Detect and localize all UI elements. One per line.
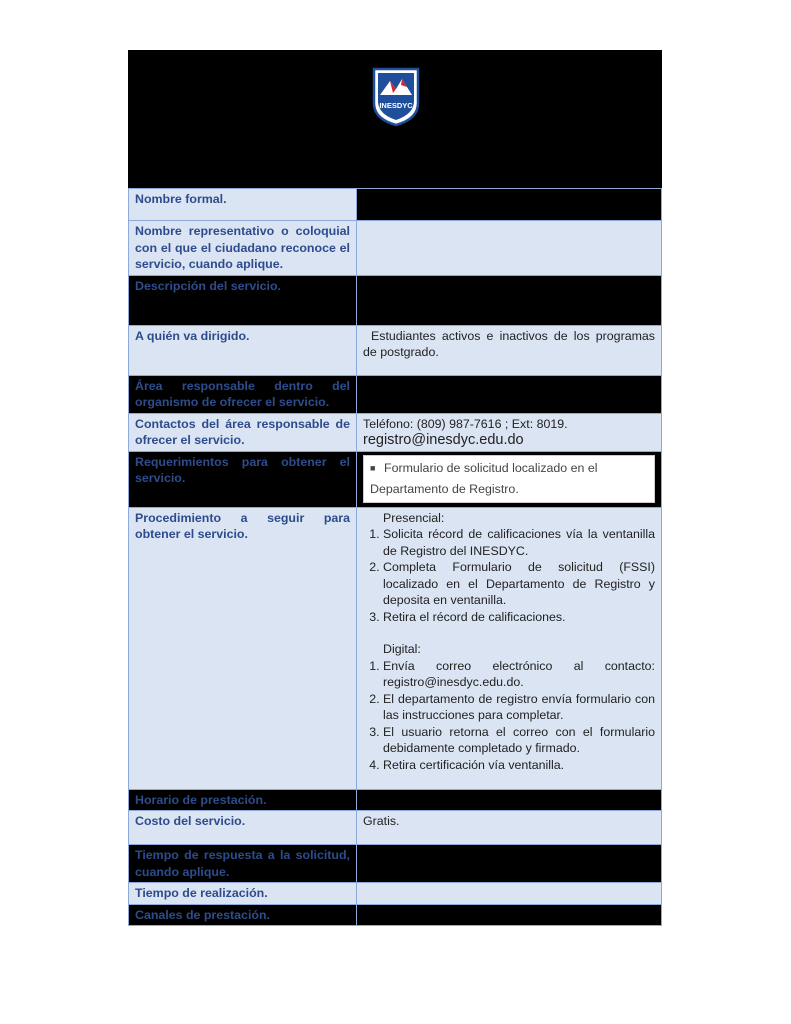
- label-nombre-formal: Nombre formal.: [129, 189, 357, 221]
- row-dirigido: [129, 325, 662, 375]
- row-nombre-formal: [129, 189, 662, 221]
- row-costo: [129, 811, 662, 845]
- value-tiempo-realizacion: [357, 883, 662, 905]
- value-nombre-formal: [357, 189, 662, 221]
- list-item: 4. Retira certificación vía ventanilla.: [383, 757, 655, 774]
- header-banner: [128, 50, 662, 188]
- inesdyc-logo: [371, 67, 421, 127]
- bullet-icon: ■: [370, 462, 376, 473]
- digital-list: [363, 658, 655, 774]
- row-contactos: [129, 413, 662, 451]
- row-area: [129, 375, 662, 413]
- service-table: [128, 188, 662, 926]
- value-horario: [357, 789, 662, 811]
- row-procedimiento: [129, 507, 662, 789]
- list-item: 1. Solicita récord de calificaciones vía la ventanilla de Registro del INESDYC.: [383, 526, 655, 559]
- label-tiempo-respuesta: Tiempo de respuesta a la solicitud, cuando aplique.: [129, 845, 357, 883]
- list-item: 1. Envía correo electrónico al contacto: registro@inesdyc.edu.do.: [383, 658, 655, 691]
- value-canales: [357, 904, 662, 926]
- costo-text: Gratis.: [363, 814, 400, 828]
- contact-phone: Teléfono: (809) 987-7616 ; Ext: 8019.: [363, 416, 568, 431]
- label-costo: Costo del servicio.: [129, 811, 357, 845]
- row-descripcion: [129, 275, 662, 325]
- requirement-text: Formulario de solicitud localizado en el Departamento de Registro.: [370, 460, 598, 496]
- value-contactos: [357, 413, 662, 451]
- label-horario: Horario de prestación.: [129, 789, 357, 811]
- row-tiempo-respuesta: [129, 845, 662, 883]
- value-nombre-coloquial: [357, 221, 662, 276]
- list-item: 2. El departamento de registro envía formulario con las instrucciones para completar.: [383, 691, 655, 724]
- row-horario: [129, 789, 662, 811]
- label-contactos: Contactos del área responsable de ofrecer el servicio.: [129, 413, 357, 451]
- value-dirigido: [357, 325, 662, 375]
- presencial-list: [363, 526, 655, 625]
- label-dirigido: A quién va dirigido.: [129, 325, 357, 375]
- label-canales: Canales de prestación.: [129, 904, 357, 926]
- presencial-title: Presencial:: [383, 510, 445, 525]
- label-requerimientos: Requerimientos para obtener el servicio.: [129, 451, 357, 507]
- label-nombre-coloquial: Nombre representativo o coloquial con el que el ciudadano reconoce el servicio, cuando aplique.: [129, 221, 357, 276]
- value-descripcion: [357, 275, 662, 325]
- value-area: [357, 375, 662, 413]
- digital-title: Digital:: [383, 642, 421, 656]
- value-requerimientos: [357, 451, 662, 507]
- row-requerimientos: [129, 451, 662, 507]
- svg-text:INESDYC: INESDYC: [379, 101, 413, 110]
- label-tiempo-realizacion: Tiempo de realización.: [129, 883, 357, 905]
- list-item: 2. Completa Formulario de solicitud (FSSI) localizado en el Departamento de Registro y deposita en ventanilla.: [383, 559, 655, 609]
- list-item: 3. El usuario retorna el correo con el formulario debidamente completado y firmado.: [383, 724, 655, 757]
- contact-email: registro@inesdyc.edu.do: [363, 432, 524, 448]
- row-canales: [129, 904, 662, 926]
- row-nombre-coloquial: [129, 221, 662, 276]
- value-tiempo-respuesta: [357, 845, 662, 883]
- requirement-item: [363, 455, 655, 503]
- dirigido-text: Estudiantes activos e inactivos de los programas de postgrado.: [363, 328, 655, 359]
- service-sheet: [128, 50, 662, 926]
- value-procedimiento: [357, 507, 662, 789]
- value-costo: [357, 811, 662, 845]
- label-descripcion: Descripción del servicio.: [129, 275, 357, 325]
- label-area: Área responsable dentro del organismo de ofrecer el servicio.: [129, 375, 357, 413]
- row-tiempo-realizacion: [129, 883, 662, 905]
- label-procedimiento: Procedimiento a seguir para obtener el servicio.: [129, 507, 357, 789]
- list-item: 3. Retira el récord de calificaciones.: [383, 609, 655, 626]
